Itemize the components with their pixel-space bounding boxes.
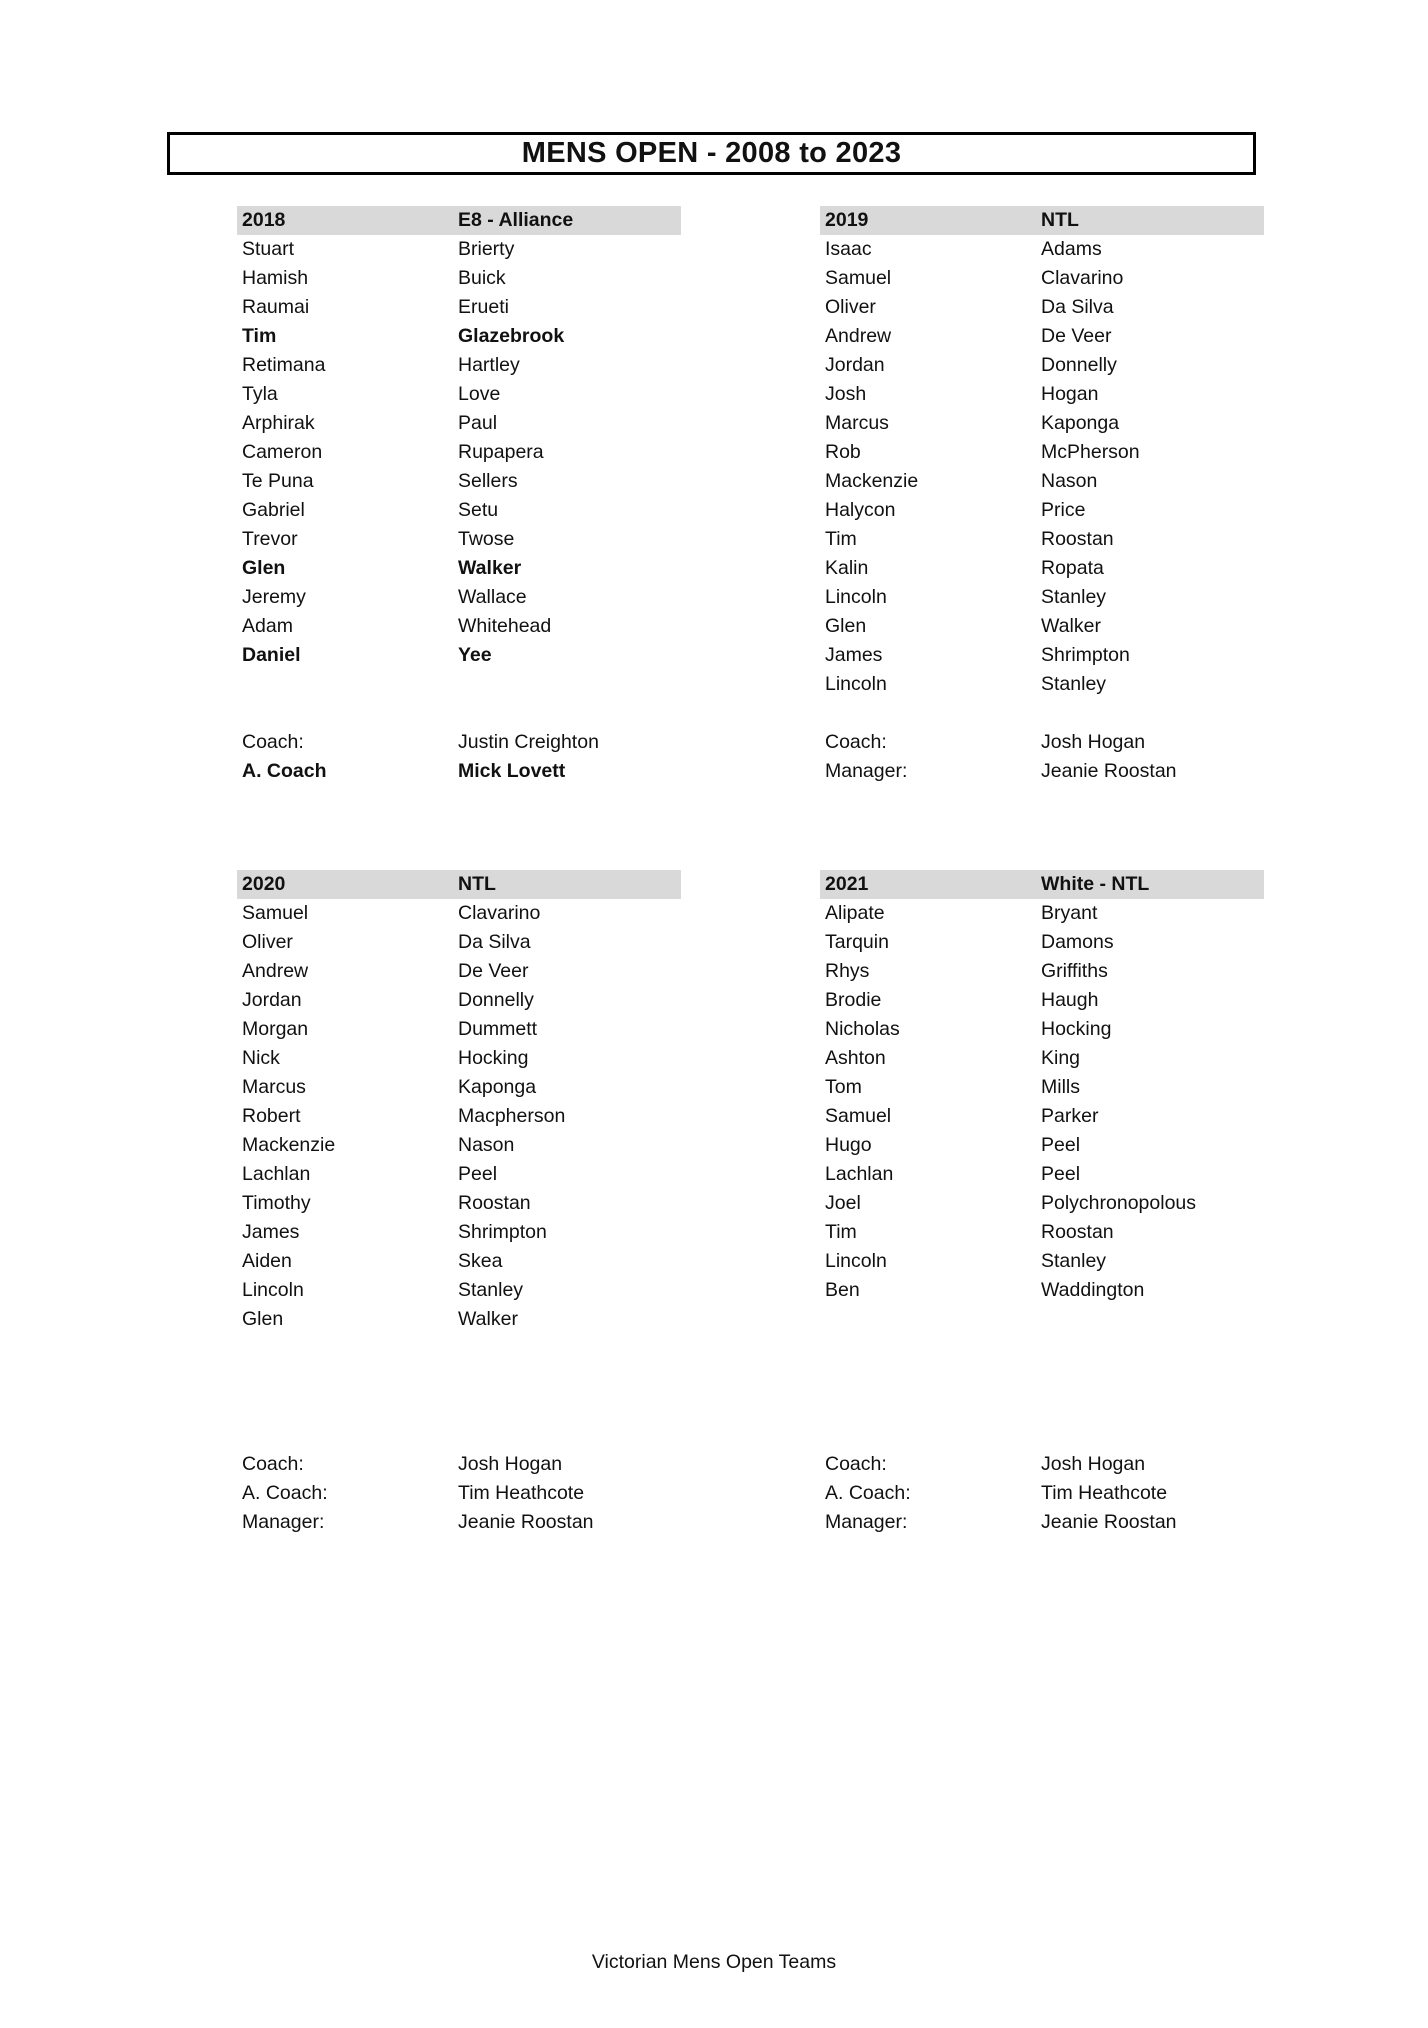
player-row bbox=[820, 899, 1264, 928]
team-header bbox=[820, 870, 1264, 899]
player-row bbox=[237, 1247, 681, 1276]
player-last-name: Buick bbox=[458, 267, 506, 289]
player-last-name: Walker bbox=[1041, 615, 1101, 637]
player-first-name: Hugo bbox=[825, 1134, 872, 1156]
staff-role: Coach: bbox=[825, 1453, 887, 1475]
staff-role: Manager: bbox=[825, 1511, 908, 1533]
player-row bbox=[820, 525, 1264, 554]
player-row bbox=[237, 641, 681, 670]
staff-role: Coach: bbox=[825, 731, 887, 753]
player-first-name: Samuel bbox=[825, 267, 892, 289]
staff-role: Coach: bbox=[242, 1453, 304, 1475]
player-row bbox=[820, 986, 1264, 1015]
player-last-name: Glazebrook bbox=[458, 325, 565, 347]
player-row bbox=[237, 264, 681, 293]
team-year: 2019 bbox=[825, 209, 869, 231]
staff-role: A. Coach: bbox=[825, 1482, 911, 1504]
player-last-name: Shrimpton bbox=[1041, 644, 1130, 666]
staff-row bbox=[237, 1508, 681, 1537]
player-last-name: Love bbox=[458, 383, 501, 405]
player-first-name: Andrew bbox=[242, 960, 309, 982]
staff-role: Manager: bbox=[825, 760, 908, 782]
player-first-name: Tim bbox=[825, 528, 857, 550]
player-first-name: Brodie bbox=[825, 989, 882, 1011]
player-row bbox=[820, 467, 1264, 496]
player-first-name: Lachlan bbox=[825, 1163, 894, 1185]
page-footer: Victorian Mens Open Teams bbox=[591, 1951, 837, 1973]
player-last-name: Ropata bbox=[1041, 557, 1104, 579]
player-last-name: Hartley bbox=[458, 354, 520, 376]
team-year: 2021 bbox=[825, 873, 869, 895]
player-row bbox=[237, 1102, 681, 1131]
player-list bbox=[820, 899, 1264, 1305]
staff-role: A. Coach bbox=[242, 760, 327, 782]
staff-row bbox=[820, 728, 1264, 757]
player-row bbox=[820, 235, 1264, 264]
player-list bbox=[237, 899, 681, 1334]
staff-name: Jeanie Roostan bbox=[1041, 1511, 1177, 1533]
player-first-name: Halycon bbox=[825, 499, 896, 521]
team-block-2020 bbox=[237, 870, 681, 1533]
player-list bbox=[820, 235, 1264, 699]
player-last-name: Price bbox=[1041, 499, 1086, 521]
player-row bbox=[820, 670, 1264, 699]
staff-row bbox=[237, 728, 681, 757]
player-row bbox=[237, 467, 681, 496]
player-last-name: Donnelly bbox=[458, 989, 534, 1011]
team-year: 2018 bbox=[242, 209, 286, 231]
player-row bbox=[820, 928, 1264, 957]
player-first-name: James bbox=[242, 1221, 300, 1243]
player-first-name: Samuel bbox=[825, 1105, 892, 1127]
player-row bbox=[237, 496, 681, 525]
player-last-name: Wallace bbox=[458, 586, 527, 608]
team-name: E8 - Alliance bbox=[458, 209, 574, 231]
staff-row bbox=[820, 1479, 1264, 1508]
player-row bbox=[820, 1218, 1264, 1247]
player-last-name: Whitehead bbox=[458, 615, 552, 637]
player-first-name: Tom bbox=[825, 1076, 862, 1098]
player-list bbox=[237, 235, 681, 670]
player-row bbox=[820, 1247, 1264, 1276]
staff-name: Josh Hogan bbox=[458, 1453, 563, 1475]
player-row bbox=[237, 1015, 681, 1044]
player-first-name: Lincoln bbox=[242, 1279, 304, 1301]
staff-row bbox=[237, 1450, 681, 1479]
player-last-name: Walker bbox=[458, 557, 522, 579]
player-row bbox=[820, 1189, 1264, 1218]
player-row bbox=[820, 380, 1264, 409]
player-row bbox=[237, 1189, 681, 1218]
player-row bbox=[237, 957, 681, 986]
player-row bbox=[237, 1160, 681, 1189]
player-last-name: Hocking bbox=[1041, 1018, 1112, 1040]
player-last-name: Erueti bbox=[458, 296, 509, 318]
player-last-name: Nason bbox=[458, 1134, 515, 1156]
player-first-name: Lachlan bbox=[242, 1163, 311, 1185]
player-row bbox=[820, 583, 1264, 612]
staff-name: Josh Hogan bbox=[1041, 731, 1146, 753]
player-first-name: Glen bbox=[242, 557, 286, 579]
player-last-name: Paul bbox=[458, 412, 498, 434]
player-row bbox=[237, 612, 681, 641]
player-last-name: Yee bbox=[458, 644, 492, 666]
page-title: MENS OPEN - 2008 to 2023 bbox=[167, 132, 1256, 175]
player-first-name: Lincoln bbox=[825, 586, 887, 608]
player-last-name: Peel bbox=[458, 1163, 498, 1185]
staff-row bbox=[820, 757, 1264, 786]
player-first-name: Daniel bbox=[242, 644, 301, 666]
staff-role: Coach: bbox=[242, 731, 304, 753]
player-row bbox=[820, 1102, 1264, 1131]
player-first-name: Alipate bbox=[825, 902, 885, 924]
player-first-name: Tarquin bbox=[825, 931, 889, 953]
player-last-name: Rupapera bbox=[458, 441, 544, 463]
player-last-name: Twose bbox=[458, 528, 515, 550]
player-last-name: Bryant bbox=[1041, 902, 1098, 924]
staff-name: Justin Creighton bbox=[458, 731, 599, 753]
player-first-name: Morgan bbox=[242, 1018, 309, 1040]
player-row bbox=[237, 899, 681, 928]
player-first-name: Tim bbox=[825, 1221, 857, 1243]
player-last-name: McPherson bbox=[1041, 441, 1140, 463]
player-first-name: Hamish bbox=[242, 267, 309, 289]
player-row bbox=[237, 1218, 681, 1247]
player-last-name: Da Silva bbox=[1041, 296, 1114, 318]
player-row bbox=[820, 1276, 1264, 1305]
player-row bbox=[237, 525, 681, 554]
player-first-name: Stuart bbox=[242, 238, 295, 260]
player-row bbox=[820, 1044, 1264, 1073]
player-first-name: Ben bbox=[825, 1279, 860, 1301]
player-last-name: De Veer bbox=[458, 960, 529, 982]
staff-row bbox=[820, 1508, 1264, 1537]
player-first-name: Retimana bbox=[242, 354, 326, 376]
staff-list bbox=[820, 728, 1264, 786]
player-last-name: Polychronopolous bbox=[1041, 1192, 1197, 1214]
player-row bbox=[820, 409, 1264, 438]
player-first-name: Te Puna bbox=[242, 470, 314, 492]
player-first-name: Mackenzie bbox=[242, 1134, 336, 1156]
player-last-name: Hogan bbox=[1041, 383, 1099, 405]
player-last-name: Waddington bbox=[1041, 1279, 1145, 1301]
player-row bbox=[237, 1131, 681, 1160]
player-last-name: Hocking bbox=[458, 1047, 529, 1069]
player-first-name: Jeremy bbox=[242, 586, 306, 608]
player-row bbox=[820, 496, 1264, 525]
player-first-name: Tim bbox=[242, 325, 277, 347]
player-first-name: Rob bbox=[825, 441, 861, 463]
player-first-name: Joel bbox=[825, 1192, 861, 1214]
player-last-name: Nason bbox=[1041, 470, 1098, 492]
player-row bbox=[820, 641, 1264, 670]
player-row bbox=[237, 1044, 681, 1073]
player-row bbox=[237, 409, 681, 438]
team-name: White - NTL bbox=[1041, 873, 1150, 895]
player-row bbox=[820, 1160, 1264, 1189]
player-first-name: Kalin bbox=[825, 557, 869, 579]
player-first-name: Glen bbox=[242, 1308, 284, 1330]
player-last-name: Stanley bbox=[458, 1279, 524, 1301]
staff-list bbox=[237, 728, 681, 786]
player-row bbox=[820, 1131, 1264, 1160]
player-last-name: Stanley bbox=[1041, 586, 1107, 608]
player-row bbox=[820, 438, 1264, 467]
player-row bbox=[237, 438, 681, 467]
player-row bbox=[237, 351, 681, 380]
player-row bbox=[237, 986, 681, 1015]
player-first-name: Mackenzie bbox=[825, 470, 919, 492]
player-last-name: Setu bbox=[458, 499, 499, 521]
player-first-name: Timothy bbox=[242, 1192, 311, 1214]
player-last-name: De Veer bbox=[1041, 325, 1112, 347]
player-last-name: Parker bbox=[1041, 1105, 1099, 1127]
player-first-name: Rhys bbox=[825, 960, 870, 982]
player-first-name: Ashton bbox=[825, 1047, 886, 1069]
player-row bbox=[237, 1305, 681, 1334]
staff-role: Manager: bbox=[242, 1511, 325, 1533]
player-last-name: Sellers bbox=[458, 470, 518, 492]
player-row bbox=[820, 1015, 1264, 1044]
player-first-name: Aiden bbox=[242, 1250, 292, 1272]
player-last-name: Roostan bbox=[1041, 1221, 1114, 1243]
player-row bbox=[820, 351, 1264, 380]
player-last-name: Donnelly bbox=[1041, 354, 1117, 376]
team-header bbox=[237, 870, 681, 899]
player-last-name: Kaponga bbox=[1041, 412, 1120, 434]
player-last-name: Stanley bbox=[1041, 673, 1107, 695]
player-first-name: James bbox=[825, 644, 883, 666]
team-block-2019 bbox=[820, 206, 1264, 782]
player-last-name: Roostan bbox=[458, 1192, 531, 1214]
player-last-name: Damons bbox=[1041, 931, 1114, 953]
staff-list bbox=[820, 1450, 1264, 1537]
player-last-name: Kaponga bbox=[458, 1076, 537, 1098]
player-first-name: Marcus bbox=[825, 412, 889, 434]
team-name: NTL bbox=[458, 873, 496, 895]
player-row bbox=[237, 235, 681, 264]
team-year: 2020 bbox=[242, 873, 286, 895]
player-first-name: Arphirak bbox=[242, 412, 315, 434]
player-row bbox=[820, 322, 1264, 351]
player-row bbox=[237, 293, 681, 322]
staff-name: Jeanie Roostan bbox=[458, 1511, 594, 1533]
player-last-name: Peel bbox=[1041, 1134, 1081, 1156]
player-last-name: Peel bbox=[1041, 1163, 1081, 1185]
player-last-name: Brierty bbox=[458, 238, 515, 260]
player-first-name: Isaac bbox=[825, 238, 872, 260]
staff-name: Tim Heathcote bbox=[1041, 1482, 1168, 1504]
team-block-2018 bbox=[237, 206, 681, 782]
player-last-name: Clavarino bbox=[1041, 267, 1124, 289]
player-last-name: Clavarino bbox=[458, 902, 541, 924]
player-first-name: Trevor bbox=[242, 528, 298, 550]
player-row bbox=[237, 1276, 681, 1305]
team-header bbox=[820, 206, 1264, 235]
player-last-name: Skea bbox=[458, 1250, 503, 1272]
player-first-name: Oliver bbox=[825, 296, 876, 318]
player-last-name: Macpherson bbox=[458, 1105, 566, 1127]
staff-row bbox=[237, 757, 681, 786]
player-first-name: Raumai bbox=[242, 296, 310, 318]
team-header bbox=[237, 206, 681, 235]
player-first-name: Tyla bbox=[242, 383, 278, 405]
player-first-name: Oliver bbox=[242, 931, 293, 953]
player-row bbox=[820, 957, 1264, 986]
staff-name: Jeanie Roostan bbox=[1041, 760, 1177, 782]
player-row bbox=[820, 554, 1264, 583]
staff-role: A. Coach: bbox=[242, 1482, 328, 1504]
player-row bbox=[820, 264, 1264, 293]
player-first-name: Glen bbox=[825, 615, 867, 637]
player-first-name: Lincoln bbox=[825, 673, 887, 695]
team-name: NTL bbox=[1041, 209, 1079, 231]
player-row bbox=[237, 928, 681, 957]
player-first-name: Nicholas bbox=[825, 1018, 900, 1040]
player-first-name: Jordan bbox=[825, 354, 885, 376]
team-block-2021 bbox=[820, 870, 1264, 1533]
player-row bbox=[237, 322, 681, 351]
player-first-name: Marcus bbox=[242, 1076, 306, 1098]
staff-row bbox=[820, 1450, 1264, 1479]
player-row bbox=[820, 1073, 1264, 1102]
player-first-name: Gabriel bbox=[242, 499, 305, 521]
player-row bbox=[237, 380, 681, 409]
player-row bbox=[237, 1073, 681, 1102]
player-last-name: Stanley bbox=[1041, 1250, 1107, 1272]
player-last-name: Mills bbox=[1041, 1076, 1080, 1098]
player-last-name: Griffiths bbox=[1041, 960, 1108, 982]
player-last-name: Roostan bbox=[1041, 528, 1114, 550]
player-first-name: Samuel bbox=[242, 902, 309, 924]
player-first-name: Cameron bbox=[242, 441, 323, 463]
player-last-name: Walker bbox=[458, 1308, 518, 1330]
player-first-name: Nick bbox=[242, 1047, 280, 1069]
player-row bbox=[237, 583, 681, 612]
player-last-name: Haugh bbox=[1041, 989, 1099, 1011]
player-first-name: Andrew bbox=[825, 325, 892, 347]
player-row bbox=[237, 554, 681, 583]
staff-name: Josh Hogan bbox=[1041, 1453, 1146, 1475]
player-last-name: Da Silva bbox=[458, 931, 531, 953]
player-last-name: Shrimpton bbox=[458, 1221, 547, 1243]
player-last-name: Dummett bbox=[458, 1018, 538, 1040]
staff-name: Mick Lovett bbox=[458, 760, 566, 782]
player-last-name: Adams bbox=[1041, 238, 1102, 260]
staff-list bbox=[237, 1450, 681, 1537]
staff-name: Tim Heathcote bbox=[458, 1482, 585, 1504]
staff-row bbox=[237, 1479, 681, 1508]
player-first-name: Adam bbox=[242, 615, 293, 637]
player-row bbox=[820, 612, 1264, 641]
player-first-name: Josh bbox=[825, 383, 867, 405]
player-first-name: Robert bbox=[242, 1105, 301, 1127]
player-first-name: Jordan bbox=[242, 989, 302, 1011]
player-first-name: Lincoln bbox=[825, 1250, 887, 1272]
player-last-name: King bbox=[1041, 1047, 1081, 1069]
player-row bbox=[820, 293, 1264, 322]
